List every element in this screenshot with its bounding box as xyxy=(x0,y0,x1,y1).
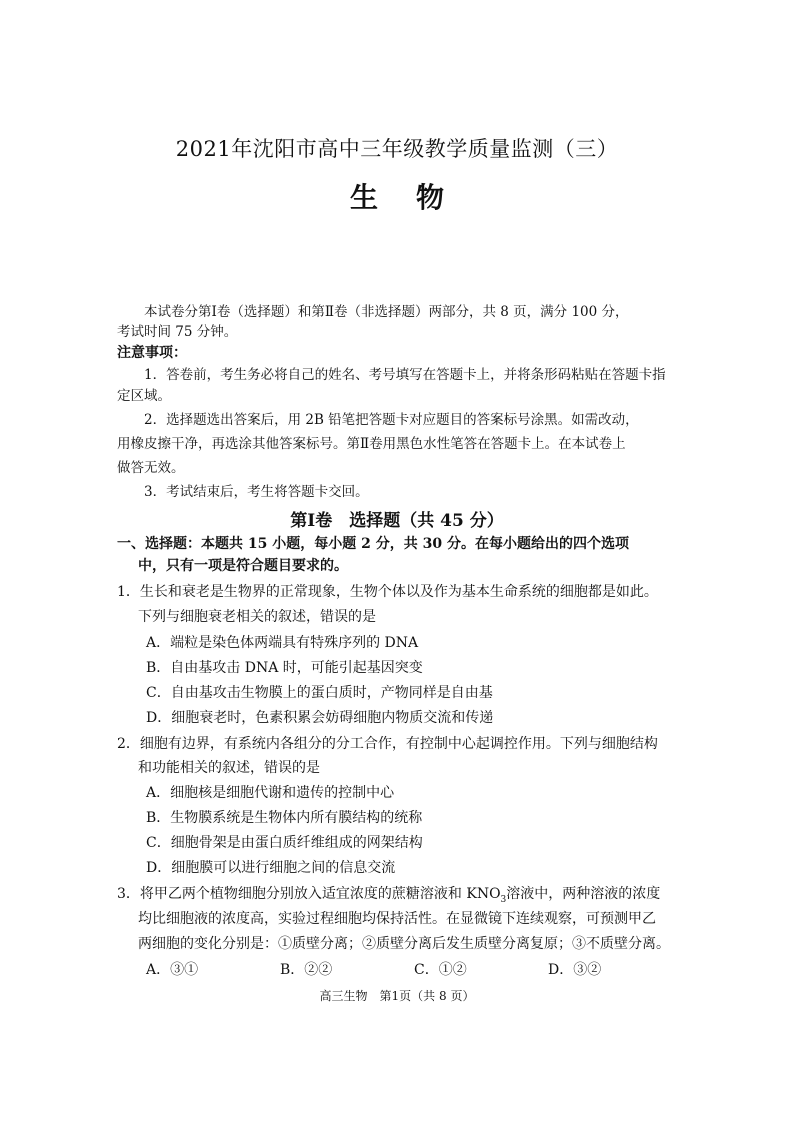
q3-option-a: A．③① xyxy=(146,962,199,978)
note-2-line-2: 用橡皮擦干净，再选涂其他答案标号。第Ⅱ卷用黑色水性笔答在答题卡上。在本试卷上 xyxy=(117,436,626,452)
section-instruction-line-1: 一、选择题：本题共 15 小题，每小题 2 分，共 30 分。在每小题给出的四个选项 xyxy=(117,536,629,552)
note-1-line-1: 1．答卷前，考生务必将自己的姓名、考号填写在答题卡上，并将条形码粘贴在答题卡指 xyxy=(144,367,666,383)
q3-option-c: C．①② xyxy=(414,962,467,978)
q1-option-d: D．细胞衰老时，色素积累会妨碍细胞内物质交流和传递 xyxy=(146,710,494,726)
subject-title: 生物 xyxy=(349,181,482,214)
q1-stem-line-1: 1．生长和衰老是生物界的正常现象，生物个体以及作为基本生命系统的细胞都是如此。 xyxy=(117,584,658,600)
q3-stem-line-1 xyxy=(117,883,660,905)
q2-option-d: D．细胞膜可以进行细胞之间的信息交流 xyxy=(146,860,396,876)
q1-option-c: C．自由基攻击生物膜上的蛋白质时，产物同样是自由基 xyxy=(146,685,493,701)
q1-option-b: B．自由基攻击 DNA 时，可能引起基因突变 xyxy=(146,660,423,676)
section-title: 第Ⅰ卷 选择题（共 45 分） xyxy=(290,511,504,531)
intro-line-2: 考试时间 75 分钟。 xyxy=(117,324,238,340)
section-instruction-line-2: 中，只有一项是符合题目要求的。 xyxy=(138,558,348,574)
q2-stem-line-2: 和功能相关的叙述，错误的是 xyxy=(138,760,320,776)
note-1-line-2: 定区域。 xyxy=(117,388,171,404)
exam-title: 2021年沈阳市高中三年级教学质量监测（三） xyxy=(175,137,619,161)
q3-stem-line-1-a: 3．将甲乙两个植物细胞分别放入适宜浓度的蔗糖溶液和 KNO xyxy=(117,886,501,902)
intro-line-1: 本试卷分第Ⅰ卷（选择题）和第Ⅱ卷（非选择题）两部分，共 8 页，满分 100 分， xyxy=(144,304,629,320)
note-2-line-1: 2．选择题选出答案后，用 2B 铅笔把答题卡对应题目的答案标号涂黑。如需改动， xyxy=(144,412,639,428)
q1-stem-line-2: 下列与细胞衰老相关的叙述，错误的是 xyxy=(138,609,376,625)
q3-option-d: D．③② xyxy=(548,962,602,978)
q2-stem-line-1: 2．细胞有边界，有系统内各组分的分工合作，有控制中心起调控作用。下列与细胞结构 xyxy=(117,736,658,752)
q2-option-a: A．细胞核是细胞代谢和遗传的控制中心 xyxy=(146,785,395,801)
page-footer: 高三生物 第1页（共 8 页） xyxy=(319,989,475,1003)
q3-option-b: B．②② xyxy=(280,962,333,978)
q2-option-b: B．生物膜系统是生物体内所有膜结构的统称 xyxy=(146,810,423,826)
note-2-line-3: 做答无效。 xyxy=(117,460,185,476)
q3-stem-line-2: 均比细胞液的浓度高，实验过程细胞均保持活性。在显微镜下连续观察，可预测甲乙 xyxy=(138,911,656,927)
q1-option-a: A．端粒是染色体两端具有特殊序列的 DNA xyxy=(146,635,419,651)
q3-subscript: 3 xyxy=(500,894,507,905)
q3-stem-line-3: 两细胞的变化分别是：①质壁分离；②质壁分离后发生质壁分离复原；③不质壁分离。 xyxy=(138,936,670,952)
notes-heading: 注意事项： xyxy=(117,345,187,361)
note-3: 3．考试结束后，考生将答题卡交回。 xyxy=(144,484,369,500)
q2-option-c: C．细胞骨架是由蛋白质纤维组成的网架结构 xyxy=(146,835,423,851)
q3-stem-line-1-b: 溶液中，两种溶液的浓度 xyxy=(506,886,661,902)
